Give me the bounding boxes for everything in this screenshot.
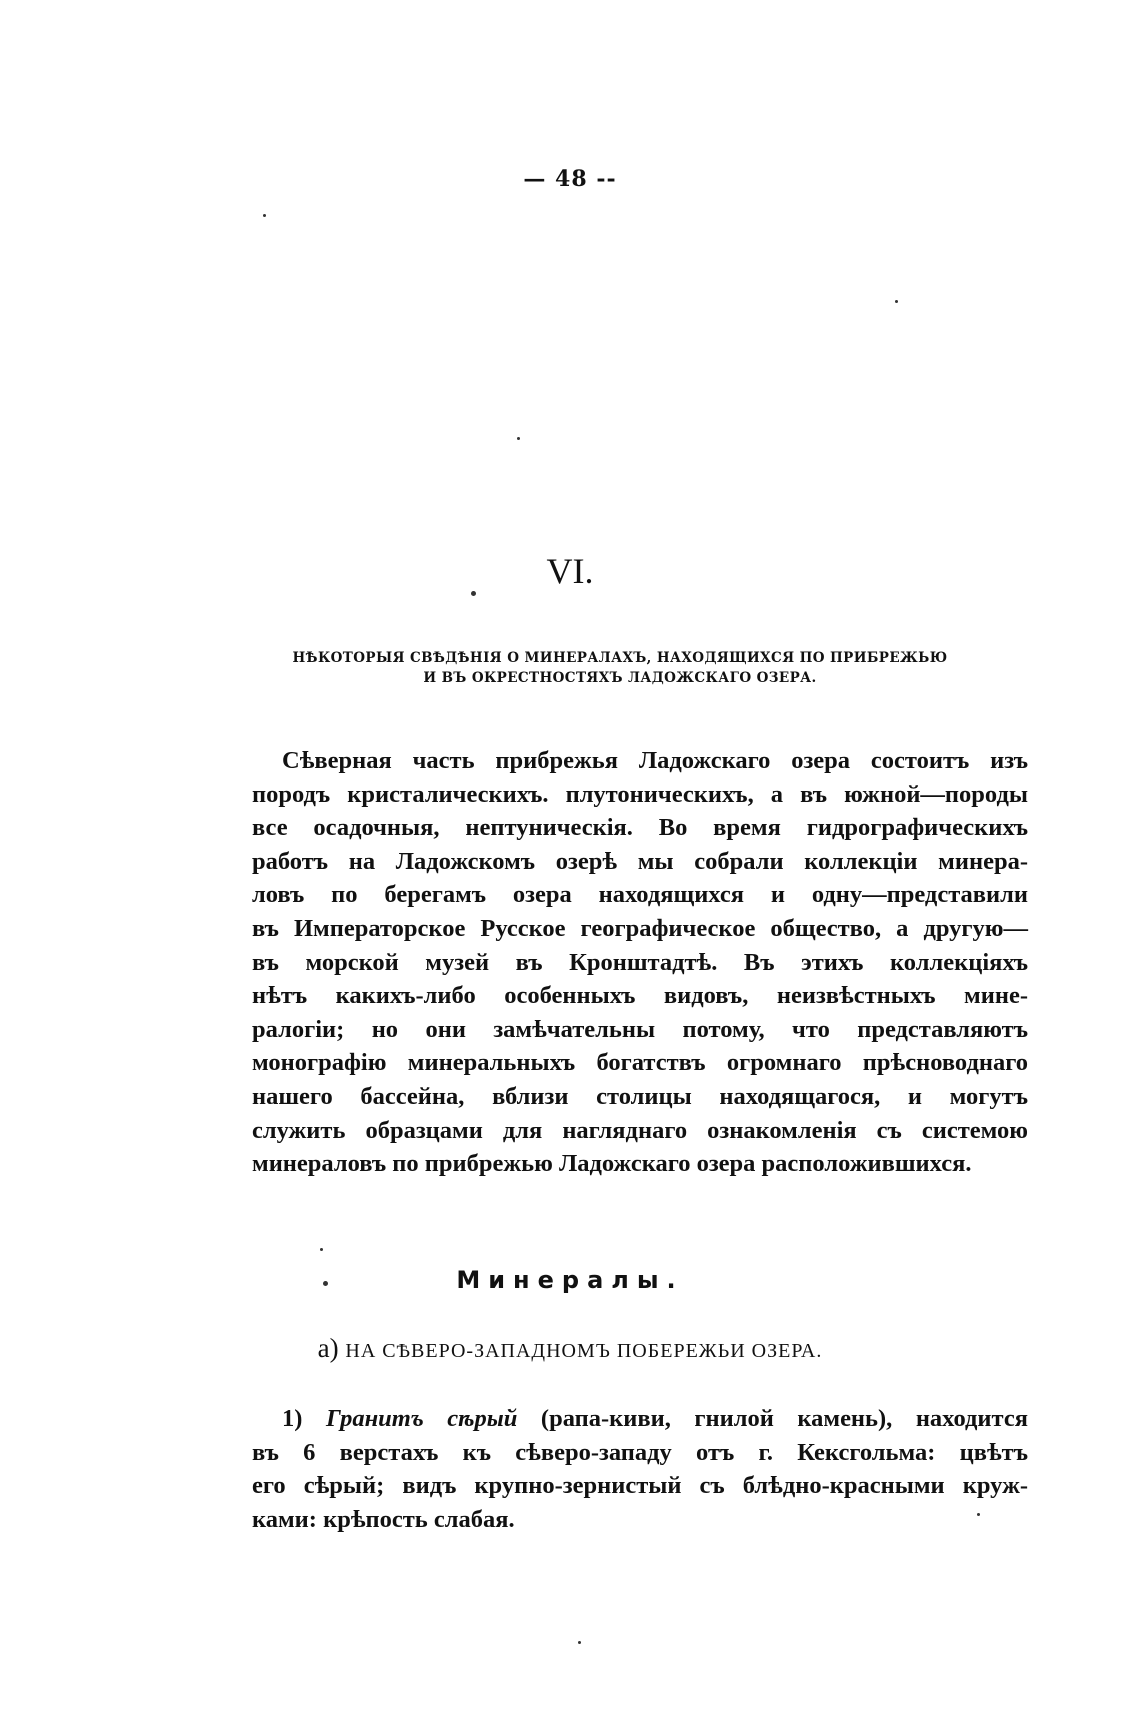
chapter-title-line: И ВЪ ОКРЕСТНОСТЯХЪ ЛАДОЖСКАГО ОЗЕРА.: [423, 670, 817, 686]
entry-line: его сѣрый; видъ крупно-зернистый съ блѣдно-красными круж-: [252, 1472, 1028, 1500]
body-line: ловъ по берегамъ озера находящихся и одну—представили: [252, 881, 1028, 909]
body-line: породъ кристалическихъ. плутоническихъ, а въ южной—породы: [252, 780, 1028, 808]
scan-speck: [517, 437, 520, 440]
body-line: работъ на Ладожскомъ озерѣ мы собрали коллекціи минера-: [252, 847, 1028, 875]
entry-line: [252, 1402, 1028, 1436]
body-line: въ морской музей въ Кронштадтѣ. Въ этихъ коллекціяхъ: [252, 948, 1028, 976]
chapter-title-line: НѢКОТОРЫЯ СВѢДѢНІЯ О МИНЕРАЛАХЪ, НАХОДЯЩИХСЯ ПО ПРИБРЕЖЬЮ: [292, 650, 948, 666]
entry-line: въ 6 верстахъ къ сѣверо-западу отъ г. Кексгольма: цвѣтъ: [252, 1438, 1028, 1466]
scan-speck: [320, 1248, 323, 1251]
page-number: — 48 --: [523, 166, 617, 192]
body-line: служить образцами для нагляднаго ознакомленія съ системою: [252, 1116, 1028, 1144]
subsection-heading: [0, 1333, 1140, 1364]
scan-speck: [323, 1281, 328, 1286]
chapter-numeral: VI.: [546, 551, 594, 591]
scan-speck: [471, 591, 476, 596]
body-line: Сѣверная часть прибрежья Ладожскаго озера состоитъ изъ: [282, 747, 1028, 774]
body-line: монографію минеральныхъ богатствъ огромнаго прѣсноводнаго: [252, 1049, 1028, 1077]
body-line: минераловъ по прибрежью Ладожскаго озера расположившихся.: [252, 1150, 972, 1178]
scan-speck: [977, 1513, 980, 1516]
scan-speck: [263, 214, 266, 217]
entry-term: Гранитъ сѣрый: [325, 1405, 518, 1432]
scan-speck: [578, 1641, 581, 1644]
body-line: ралогіи; но они замѣчательны потому, что представляютъ: [252, 1015, 1028, 1043]
chapter-title: [240, 648, 1000, 688]
body-line: нѣтъ какихъ-либо особенныхъ видовъ, неизвѣстныхъ мине-: [252, 982, 1028, 1010]
scan-speck: [895, 300, 898, 303]
entry-number: 1): [282, 1405, 303, 1432]
section-heading: Минералы.: [456, 1266, 684, 1294]
subsection-letter: а): [317, 1333, 339, 1363]
body-line: все осадочныя, нептуническія. Во время гидрографическихъ: [252, 814, 1028, 842]
entry-line: ками: крѣпость слабая.: [252, 1505, 515, 1533]
body-line: въ Императорское Русское географическое общество, а другую—: [252, 914, 1028, 942]
subsection-title: НА СѢВЕРО-ЗАПАДНОМЪ ПОБЕРЕЖЬИ ОЗЕРА.: [345, 1340, 823, 1362]
body-line: нашего бассейна, вблизи столицы находящагося, и могутъ: [252, 1082, 1028, 1110]
entry-description: (рапа-киви, гнилой камень), находится: [540, 1405, 1029, 1432]
body-paragraph: [252, 744, 1028, 1181]
mineral-entry: [252, 1402, 1028, 1536]
